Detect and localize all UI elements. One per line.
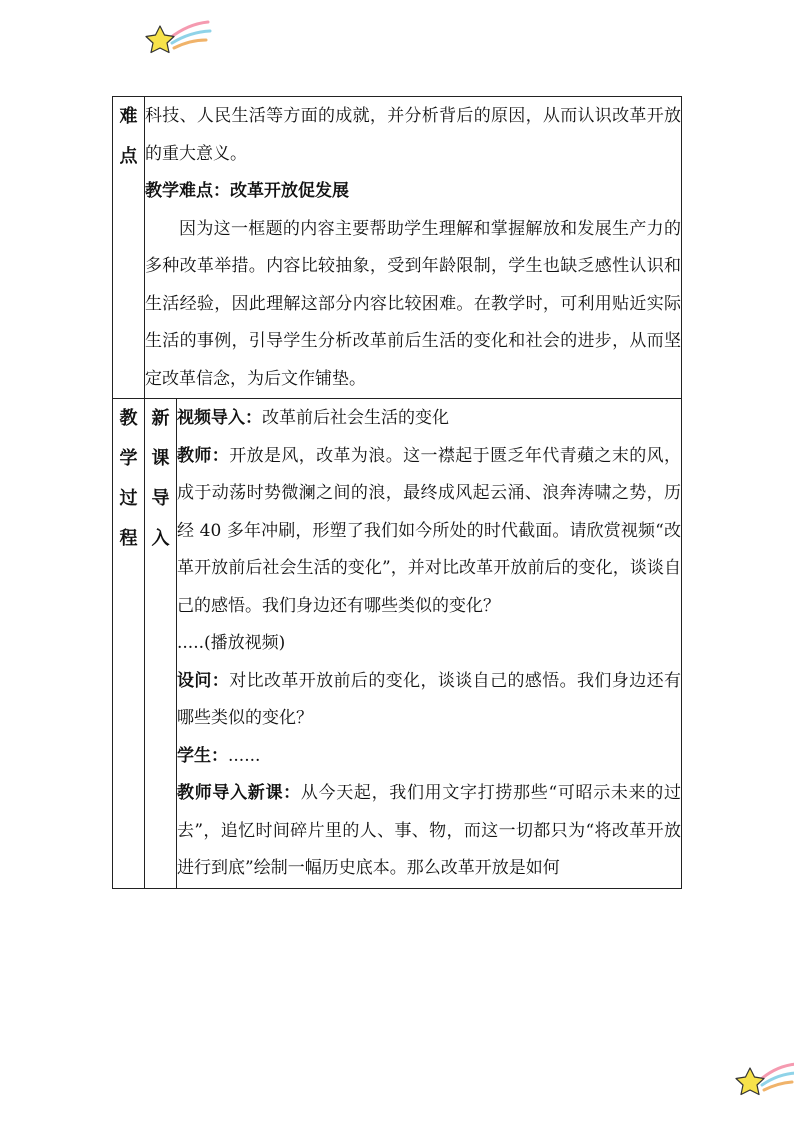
teacher-intro-paragraph: 教师导入新课：从今天起，我们用文字打捞那些“可昭示未来的过去”，追忆时间碎片里的人、事、物，而这一切都只为“将改革开放进行到底”绘制一幅历史底本。那么改革开放是如何: [177, 783, 681, 878]
row-teaching-process: [113, 399, 682, 889]
label-teaching-process: 教 学 过 程: [113, 399, 145, 889]
difficulty-paragraph-2: 因为这一框题的内容主要帮助学生理解和掌握解放和发展生产力的多种改革举措。内容比较抽象，受到年龄限制，学生也缺乏感性认识和生活经验，因此理解这部分内容比较困难。在教学时，可利用贴近实际生活的事例，引导学生分析改革前后生活的变化和社会的进步，从而坚定改革信念，为后文作铺垫。: [145, 218, 681, 389]
difficulty-heading: 教学难点：改革开放促发展: [145, 181, 349, 201]
shooting-star-icon: [732, 1058, 794, 1102]
play-video-line: .....(播放视频): [177, 633, 286, 653]
lesson-plan-table: [112, 96, 682, 889]
label-new-lesson-intro: 新 课 导 入: [145, 399, 177, 889]
question-paragraph: 设问：对比改革开放前后的变化，谈谈自己的感悟。我们身边还有哪些类似的变化？: [177, 670, 682, 728]
row-difficulty: [113, 97, 682, 399]
difficulty-paragraph-1: 科技、人民生活等方面的成就，并分析背后的原因，从而认识改革开放的重大意义。: [145, 106, 681, 164]
teacher-paragraph: 教师：开放是风，改革为浪。这一襟起于匮乏年代青蘋之末的风，成于动荡时势微澜之间的浪，最终成风起云涌、浪奔涛啸之势，历经 40 多年冲刷，形塑了我们如今所处的时代截面。请欣赏视频“改革开放前后社会生活的变化”，并对比改革开放前后的变化，谈谈自己的感悟。我们身边还有哪些类似的变化？: [177, 445, 682, 616]
shooting-star-icon: [140, 18, 212, 60]
intro-content: [177, 399, 682, 889]
label-difficulty: 难 点: [113, 97, 145, 399]
student-line: 学生：......: [177, 745, 261, 766]
video-intro-line: 视频导入：改革前后社会生活的变化: [177, 408, 449, 428]
difficulty-content: [145, 97, 682, 399]
